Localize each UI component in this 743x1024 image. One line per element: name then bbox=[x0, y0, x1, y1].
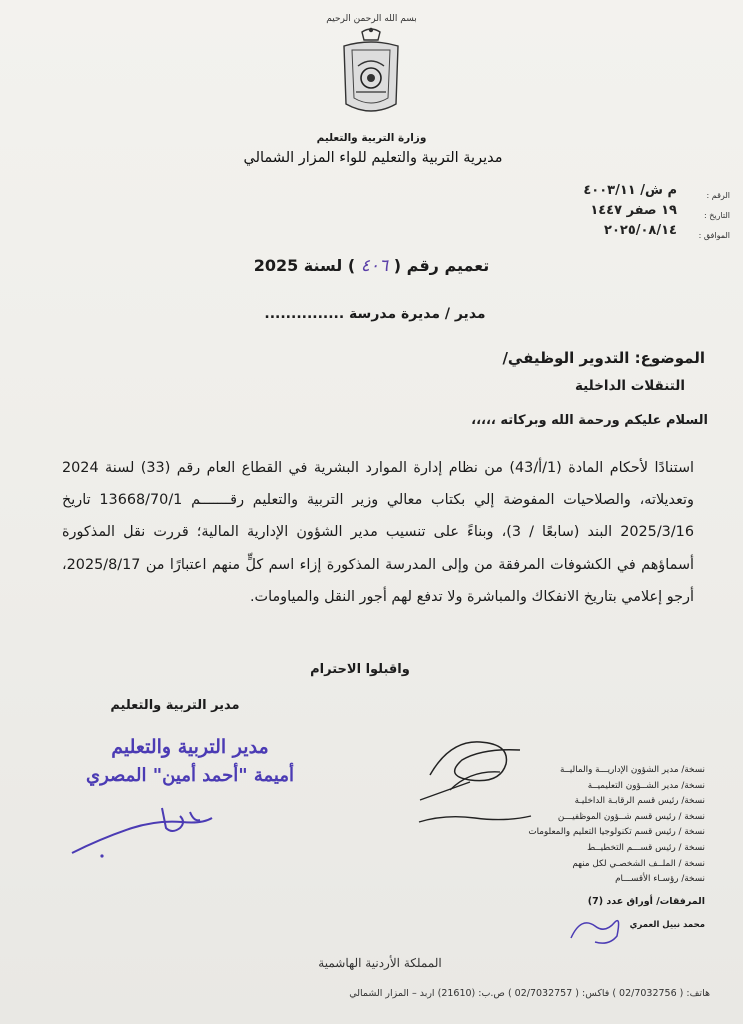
salutation: السلام عليكم ورحمة الله وبركاته ،،،،، bbox=[471, 413, 708, 428]
attachments-note: المرفقات/ أوراق عدد (7) bbox=[587, 896, 705, 907]
footer-kingdom: المملكة الأردنية الهاشمية bbox=[318, 956, 442, 970]
ref-hijri-date-value: ١٩ صفر ١٤٤٧ bbox=[590, 203, 677, 218]
typist-name: محمد نبيل العمري bbox=[629, 920, 705, 930]
addressee: مدير / مديرة مدرسة ............... bbox=[264, 306, 486, 322]
ref-gregorian-label: الموافق : bbox=[698, 231, 730, 240]
subject-line-2: التنقلات الداخلية bbox=[574, 378, 685, 394]
footer-contact: هاتف: ( 02/7032756 ) فاكس: ( 02/7032757 ) ص.ب: (21610) اربد – المزار الشمالي bbox=[349, 988, 710, 999]
subject-line-1: الموضوع: التدوير الوظيفي/ bbox=[502, 349, 705, 367]
circular-heading bbox=[200, 256, 543, 276]
copy-item: نسخة/ مدير الشــؤون التعليميــة bbox=[587, 780, 705, 791]
copy-item: نسخة/ مدير الشؤون الإداريـــة والماليــة bbox=[559, 765, 705, 775]
director-title: مدير التربية والتعليم bbox=[110, 698, 240, 713]
closing-phrase: واقبلوا الاحترام bbox=[310, 662, 410, 677]
ref-date-label: التاريخ : bbox=[703, 211, 730, 220]
ref-number-value: م ش/ ٤٠٠٣/١١ bbox=[583, 183, 677, 198]
ref-number-label: الرقم : bbox=[706, 191, 730, 200]
copy-item: نسخة/ رئيس قسم الرقابـة الداخليـة bbox=[574, 796, 705, 807]
circular-prefix: تعميم رقم ( bbox=[393, 256, 490, 275]
circular-number: ٤٠٦ bbox=[360, 256, 389, 276]
reference-values bbox=[555, 181, 677, 241]
body-paragraph: استنادًا لأحكام المادة (1/أ/43) من نظام إدارة الموارد البشرية في القطاع العام رقم (33) لسنة 2024 وتعديلاته، والصلاحيات المفوضة إلي بكتاب معالي وزير التربية والتعليم رقـــــــم 13668/70/1 تاريخ 2025/3/16 البند (سابعًا / 3)، وبناءً على تنسيب مدير الشؤون الإدارية المالية؛ قررت نقل المذكورة أسماؤهم في الكشوفات المرفقة من وإلى المدرسة المذكورة إزاء اسم كلٍّ منهم اعتبارًا من 2025/8/17، أرجو إعلامي بتاريخ الانفكاك والمباشرة ولا تدفع لهم أجور النقل والمياومات. bbox=[62, 460, 695, 605]
copy-item: نسخة / الملــف الشخصـي لكل منهم bbox=[572, 858, 705, 869]
ministry-name: وزارة التربية والتعليم bbox=[316, 132, 427, 144]
copy-item: نسخة / رئيس قسم تكنولوجيا التعليم والمعلومات bbox=[528, 827, 705, 838]
ref-gregorian-date-value: ٢٠٢٥/٠٨/١٤ bbox=[604, 223, 677, 238]
stamp-name: أميمة "أحمد أمين" المصري bbox=[86, 765, 294, 786]
copy-item: نسخة / رئيس قسم شــؤون الموظفيـــن bbox=[557, 811, 705, 822]
director-signature bbox=[62, 798, 222, 868]
directorate-name: مديرية التربية والتعليم للواء المزار الشمالي bbox=[243, 150, 503, 166]
subject bbox=[430, 344, 705, 400]
basmala: بسم الله الرحمن الرحيم bbox=[326, 14, 417, 24]
circular-suffix: ) لسنة 2025 bbox=[253, 256, 356, 275]
reference-labels bbox=[680, 186, 730, 246]
coat-of-arms-emblem bbox=[338, 26, 404, 120]
copy-item: نسخة / رئيس قســـم التخطيــط bbox=[587, 842, 705, 853]
stamp-title: مدير التربية والتعليم bbox=[111, 736, 269, 758]
copy-item: نسخة/ رؤسـاء الأقســـام bbox=[615, 874, 705, 885]
copies-list bbox=[440, 763, 705, 888]
